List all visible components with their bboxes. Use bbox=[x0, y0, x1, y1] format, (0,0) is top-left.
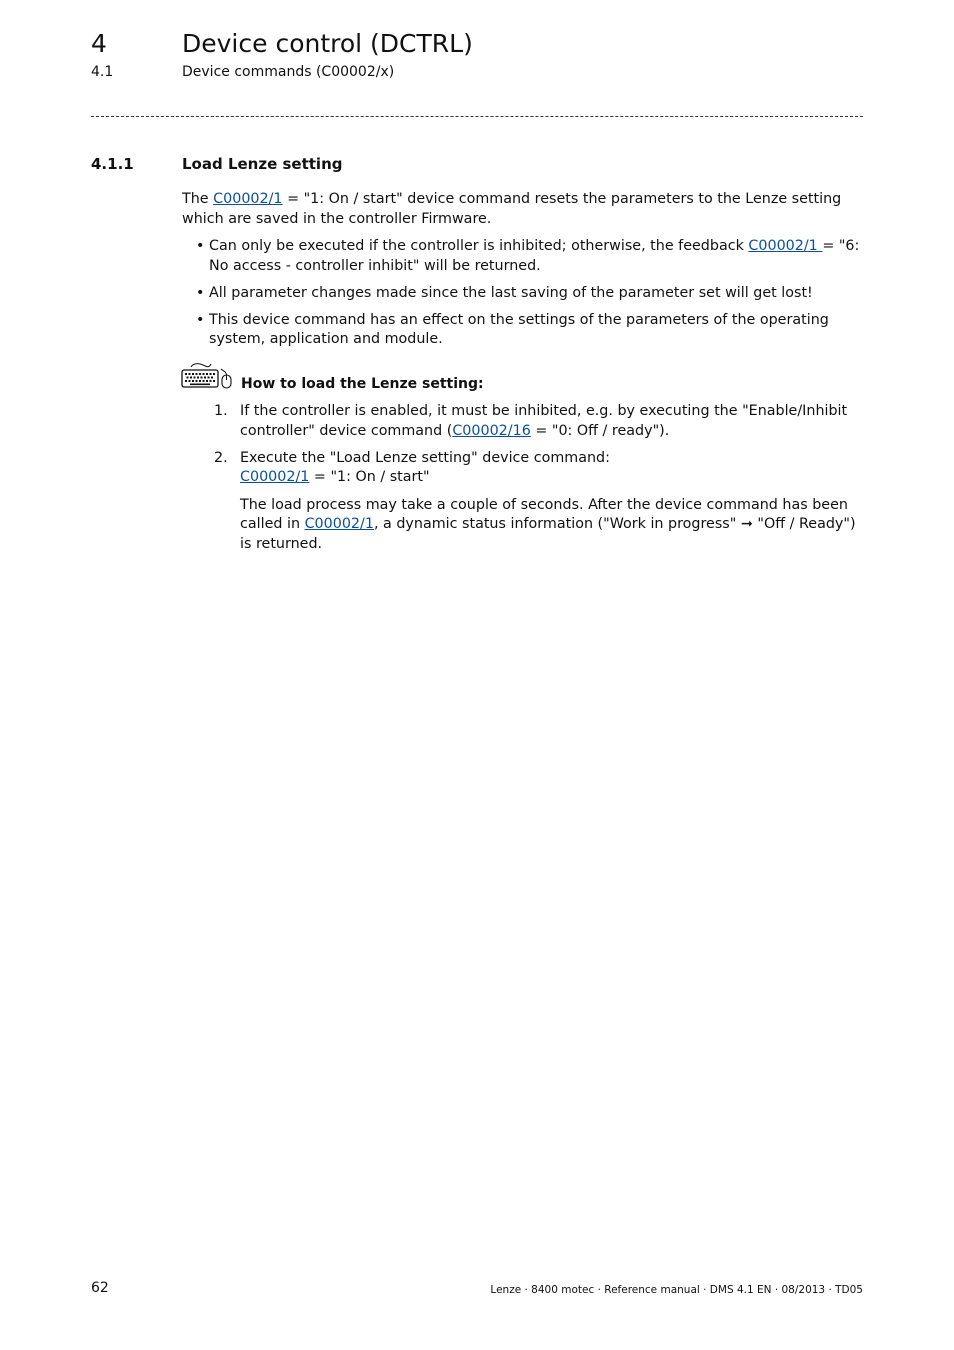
intro-suffix: = "1: On / start" device command resets the parameters to the Lenze setting which are saved in the controller Firmware. bbox=[182, 191, 842, 227]
step-text-part: Execute the "Load Lenze setting" device command: bbox=[240, 449, 610, 466]
step-text-part: = "1: On / start" bbox=[309, 469, 430, 485]
intro-parameter-link[interactable]: C00002/1 bbox=[213, 191, 283, 207]
keyboard-mouse-icon bbox=[181, 362, 233, 390]
footer-document-info: Lenze · 8400 motec · Reference manual · DMS 4.1 EN · 08/2013 · TD05 bbox=[490, 1284, 863, 1296]
section-number: 4.1 bbox=[91, 64, 114, 80]
step-item bbox=[214, 402, 866, 441]
arrow-icon: ➞ bbox=[740, 516, 753, 532]
chapter-number: 4 bbox=[91, 29, 107, 58]
step-text-part: If the controller is enabled, it must be inhibited, e.g. by executing the "Enable/Inhibit controller" device command ( bbox=[240, 403, 848, 439]
subsection-number: 4.1.1 bbox=[91, 155, 134, 173]
step-number: 2. bbox=[214, 449, 228, 466]
inhibit-parameter-link[interactable]: C00002/16 bbox=[452, 422, 531, 439]
step-text-part: = "0: Off / ready"). bbox=[530, 422, 670, 439]
load-parameter-link[interactable]: C00002/1 bbox=[240, 469, 310, 485]
notes-list bbox=[196, 237, 866, 357]
step-note bbox=[240, 496, 866, 555]
bullet-text: = "6: No access - controller inhibit" will be returned. bbox=[209, 238, 860, 274]
intro-paragraph bbox=[182, 190, 866, 229]
feedback-parameter-link[interactable]: C00002/1 bbox=[748, 238, 823, 254]
howto-heading: How to load the Lenze setting: bbox=[241, 376, 484, 392]
section-title: Device commands (C00002/x) bbox=[182, 64, 395, 80]
step-note-part: "Off / Ready") is returned. bbox=[240, 516, 856, 552]
bullet-dot: • bbox=[196, 238, 205, 254]
step-number: 1. bbox=[214, 403, 228, 419]
list-item bbox=[196, 311, 866, 350]
intro-prefix: The bbox=[182, 191, 214, 207]
step-text bbox=[240, 449, 866, 488]
chapter-title: Device control (DCTRL) bbox=[182, 29, 473, 58]
bullet-text: All parameter changes made since the last saving of the parameter set will get lost! bbox=[209, 284, 813, 301]
list-item bbox=[196, 284, 866, 304]
steps-list bbox=[214, 402, 866, 562]
bullet-text: Can only be executed if the controller is inhibited; otherwise, the feedback bbox=[209, 238, 749, 254]
list-item bbox=[196, 237, 866, 276]
step-note-part: , a dynamic status information ("Work in progress" bbox=[373, 516, 741, 532]
step-text bbox=[240, 402, 866, 441]
step-item bbox=[214, 449, 866, 555]
status-parameter-link[interactable]: C00002/1 bbox=[304, 516, 374, 532]
step-note-part: The load process may take a couple of seconds. After the device command has been called in bbox=[240, 496, 848, 532]
subsection-title: Load Lenze setting bbox=[182, 155, 343, 173]
bullet-text: This device command has an effect on the settings of the parameters of the operating system, application and module. bbox=[209, 311, 829, 347]
header-divider bbox=[91, 116, 863, 117]
bullet-dot: • bbox=[196, 284, 205, 301]
page-number: 62 bbox=[91, 1280, 109, 1296]
bullet-dot: • bbox=[196, 311, 205, 328]
